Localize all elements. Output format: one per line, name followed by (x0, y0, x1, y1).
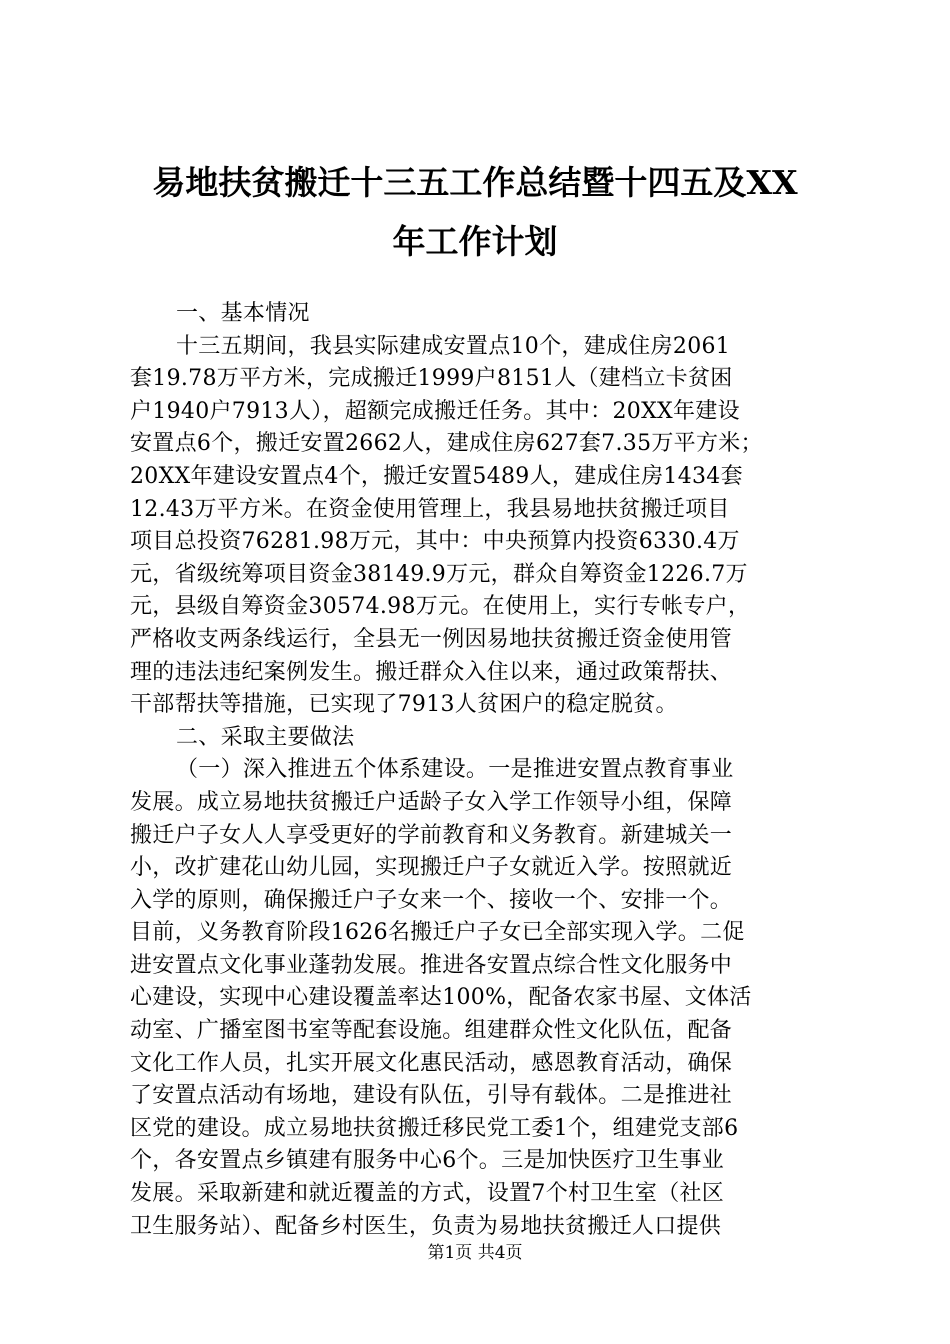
paragraph-line: 搬迁户子女人人享受更好的学前教育和义务教育。新建城关一 (130, 822, 733, 848)
paragraph-line: 元，省级统筹项目资金38149.9万元，群众自筹资金1226.7万 (130, 561, 748, 587)
document-title-line-1: 易地扶贫搬迁十三五工作总结暨十四五及XX (152, 163, 798, 202)
paragraph-line: 理的违法违纪案例发生。搬迁群众入住以来，通过政策帮扶、 (130, 659, 733, 685)
paragraph-line: 心建设，实现中心建设覆盖率达100%，配备农家书屋、文体活 (130, 985, 752, 1011)
paragraph-line: （一）深入推进五个体系建设。一是推进安置点教育事业 (176, 757, 734, 783)
paragraph-line: 20XX年建设安置点4个，搬迁安置5489人，建成住房1434套 (130, 463, 743, 489)
paragraph-line: 进安置点文化事业蓬勃发展。推进各安置点综合性文化服务中 (130, 952, 733, 978)
section-heading: 一、基本情况 (176, 301, 310, 326)
page-number: 第1页 共4页 (427, 1243, 523, 1263)
paragraph-line: 入学的原则，确保搬迁户子女来一个、接收一个、安排一个。 (130, 887, 733, 913)
paragraph-line: 安置点6个，搬迁安置2662人，建成住房627套7.35万平方米； (130, 431, 763, 457)
paragraph-line: 干部帮扶等措施，已实现了7913人贫困户的稳定脱贫。 (130, 692, 678, 718)
paragraph-line: 小，改扩建花山幼儿园，实现搬迁户子女就近入学。按照就近 (130, 855, 733, 881)
paragraph-line: 文化工作人员，扎实开展文化惠民活动，感恩教育活动，确保 (130, 1050, 733, 1076)
paragraph-line: 了安置点活动有场地，建设有队伍，引导有载体。二是推进社 (130, 1083, 733, 1109)
paragraph-line: 目前，义务教育阶段1626名搬迁户子女已全部实现入学。二促 (130, 920, 745, 946)
paragraph-line: 元，县级自筹资金30574.98万元。在使用上，实行专帐专户， (130, 594, 751, 620)
paragraph-line: 发展。成立易地扶贫搬迁户适龄子女入学工作领导小组，保障 (130, 789, 733, 815)
paragraph-line: 套19.78万平方米，完成搬迁1999户8151人（建档立卡贫困 (130, 366, 733, 392)
paragraph-line: 动室、广播室图书室等配套设施。组建群众性文化队伍，配备 (130, 1018, 733, 1044)
paragraph-line: 发展。采取新建和就近覆盖的方式，设置7个村卫生室（社区 (130, 1181, 725, 1207)
paragraph-line: 12.43万平方米。在资金使用管理上，我县易地扶贫搬迁项目 (130, 496, 730, 522)
paragraph-line: 十三五期间，我县实际建成安置点10个，建成住房2061 (176, 333, 731, 359)
paragraph-line: 卫生服务站）、配备乡村医生，负责为易地扶贫搬迁人口提供 (130, 1213, 722, 1239)
document-body (130, 298, 830, 1243)
paragraph-line: 项目总投资76281.98万元，其中：中央预算内投资6330.4万 (130, 529, 740, 555)
section-heading: 二、采取主要做法 (176, 724, 355, 750)
document-title-line-2: 年工作计划 (392, 222, 558, 261)
paragraph-line: 个，各安置点乡镇建有服务中心6个。三是加快医疗卫生事业 (130, 1148, 725, 1174)
paragraph-line: 严格收支两条线运行，全县无一例因易地扶贫搬迁资金使用管 (130, 626, 733, 652)
paragraph-line: 区党的建设。成立易地扶贫搬迁移民党工委1个，组建党支部6 (130, 1115, 739, 1141)
paragraph-line: 户1940户7913人），超额完成搬迁任务。其中：20XX年建设 (130, 398, 740, 424)
